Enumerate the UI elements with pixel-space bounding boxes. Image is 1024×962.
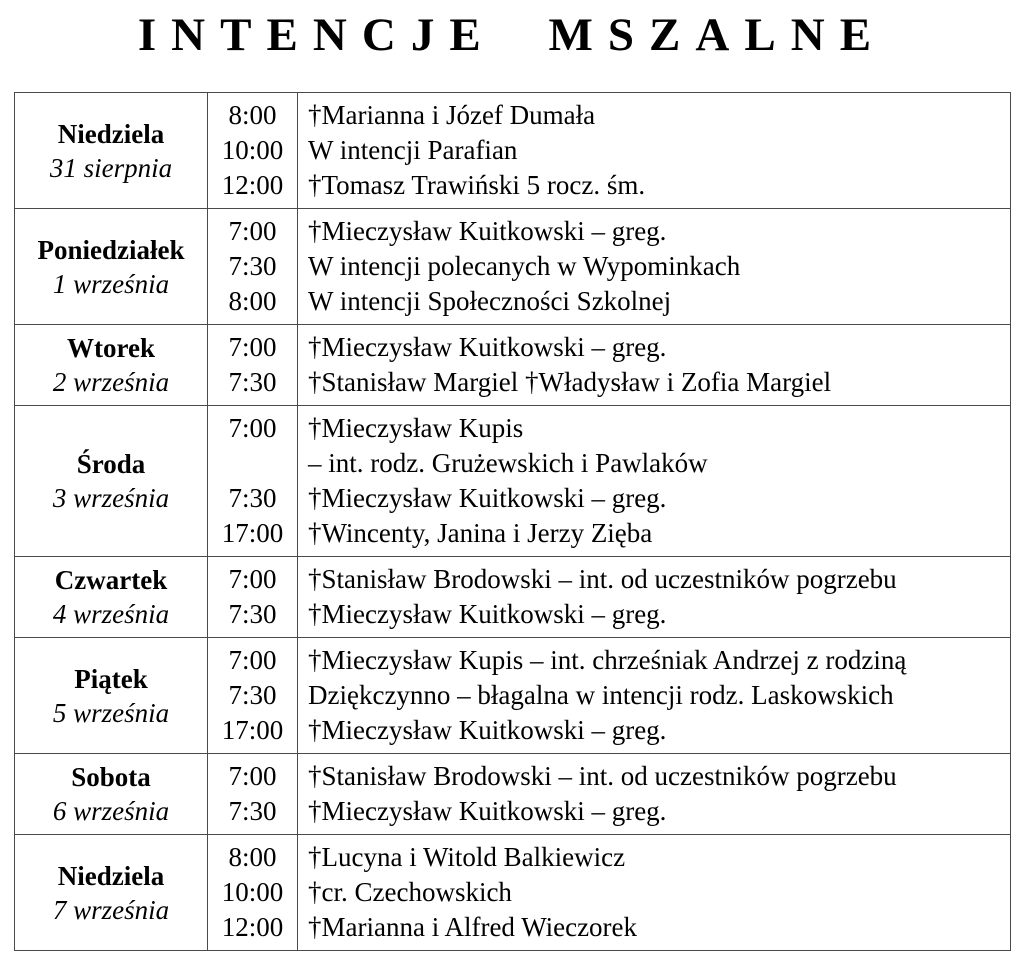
mass-intention: †Mieczysław Kuitkowski – greg. (308, 599, 667, 630)
mass-intention: W intencji polecanych w Wypominkach (308, 251, 741, 282)
mass-intention: †Mieczysław Kuitkowski – greg. (308, 332, 667, 363)
mass-intention: †Mieczysław Kupis (308, 413, 524, 444)
mass-time: 7:00 (228, 216, 277, 247)
mass-time: 10:00 (221, 135, 284, 166)
mass-time: 7:30 (228, 367, 277, 398)
day-name: Poniedziałek (37, 234, 185, 265)
mass-intention: †Marianna i Alfred Wieczorek (308, 912, 638, 943)
day-name: Czwartek (54, 565, 168, 596)
day-cell (15, 754, 208, 835)
schedule-table-body (15, 93, 1011, 951)
schedule-row (15, 325, 1011, 406)
mass-intention: W intencji Społeczności Szkolnej (308, 286, 672, 317)
schedule-row (15, 93, 1011, 209)
day-cell (15, 406, 208, 557)
schedule-row (15, 638, 1011, 754)
day-date: 31 sierpnia (49, 152, 173, 183)
mass-time: 7:30 (228, 251, 277, 282)
time-cell (208, 406, 298, 557)
mass-time: 7:00 (228, 645, 277, 676)
mass-intention: †Tomasz Trawiński 5 rocz. śm. (308, 170, 646, 201)
day-cell (15, 93, 208, 209)
schedule-row (15, 754, 1011, 835)
mass-intention: †Mieczysław Kuitkowski – greg. (308, 715, 667, 746)
mass-intention: †Stanisław Margiel †Władysław i Zofia Margiel (308, 367, 832, 398)
mass-intentions-table (14, 92, 1011, 951)
mass-time: 7:00 (228, 413, 277, 444)
mass-intention: Dziękczynno – błagalna w intencji rodz. Laskowskich (308, 680, 894, 711)
day-date: 3 września (52, 483, 170, 514)
mass-time: 12:00 (221, 912, 284, 943)
day-name: Niedziela (57, 860, 165, 891)
mass-time: 7:00 (228, 332, 277, 363)
mass-time (208, 446, 297, 481)
mass-intention: †Wincenty, Janina i Jerzy Zięba (308, 518, 653, 549)
time-cell (208, 754, 298, 835)
intention-cell (298, 209, 1011, 325)
schedule-row (15, 209, 1011, 325)
time-cell (208, 638, 298, 754)
day-date: 4 września (52, 599, 170, 630)
mass-time: 7:30 (228, 680, 277, 711)
time-cell (208, 325, 298, 406)
time-cell (208, 209, 298, 325)
schedule-row (15, 406, 1011, 557)
mass-intention: †Mieczysław Kupis – int. chrześniak Andrzej z rodziną (308, 645, 907, 676)
mass-time: 8:00 (228, 100, 277, 131)
schedule-row (15, 835, 1011, 951)
intention-cell (298, 835, 1011, 951)
day-name: Środa (76, 449, 146, 480)
mass-intention: †Marianna i Józef Dumała (308, 100, 596, 131)
intention-cell (298, 754, 1011, 835)
time-cell (208, 557, 298, 638)
mass-time: 8:00 (228, 286, 277, 317)
day-cell (15, 835, 208, 951)
mass-time: 10:00 (221, 877, 284, 908)
day-date: 1 września (52, 268, 170, 299)
mass-intention: †Mieczysław Kuitkowski – greg. (308, 796, 667, 827)
intention-cell (298, 93, 1011, 209)
mass-time: 7:00 (228, 761, 277, 792)
mass-time: 17:00 (221, 715, 284, 746)
mass-intention: †Lucyna i Witold Balkiewicz (308, 842, 626, 873)
mass-time: 12:00 (221, 170, 284, 201)
day-date: 6 września (52, 796, 170, 827)
time-cell (208, 835, 298, 951)
schedule-row (15, 557, 1011, 638)
mass-intention: †Stanisław Brodowski – int. od uczestników pogrzebu (308, 761, 897, 792)
mass-intention: †Stanisław Brodowski – int. od uczestników pogrzebu (308, 564, 897, 595)
intention-cell (298, 406, 1011, 557)
intention-cell (298, 638, 1011, 754)
mass-time: 7:30 (228, 483, 277, 514)
mass-intention: †Mieczysław Kuitkowski – greg. (308, 483, 667, 514)
day-cell (15, 557, 208, 638)
mass-time: 8:00 (228, 842, 277, 873)
day-name: Sobota (71, 762, 151, 793)
mass-intention: W intencji Parafian (308, 135, 518, 166)
day-name: Wtorek (67, 333, 155, 364)
mass-time: 7:30 (228, 599, 277, 630)
intention-cell (298, 557, 1011, 638)
day-cell (15, 638, 208, 754)
day-cell (15, 209, 208, 325)
intention-cell (298, 325, 1011, 406)
day-name: Piątek (74, 663, 148, 694)
day-date: 7 września (52, 894, 170, 925)
day-name: Niedziela (57, 118, 165, 149)
mass-time: 7:30 (228, 796, 277, 827)
day-date: 5 września (52, 697, 170, 728)
page-title: INTENCJE MSZALNE (137, 9, 887, 61)
day-cell (15, 325, 208, 406)
mass-intention: †Mieczysław Kuitkowski – greg. (308, 216, 667, 247)
mass-time: 7:00 (228, 564, 277, 595)
mass-intention: †cr. Czechowskich (308, 877, 512, 908)
mass-time: 17:00 (221, 518, 284, 549)
mass-intention: – int. rodz. Grużewskich i Pawlaków (308, 448, 708, 479)
day-date: 2 września (52, 367, 170, 398)
time-cell (208, 93, 298, 209)
